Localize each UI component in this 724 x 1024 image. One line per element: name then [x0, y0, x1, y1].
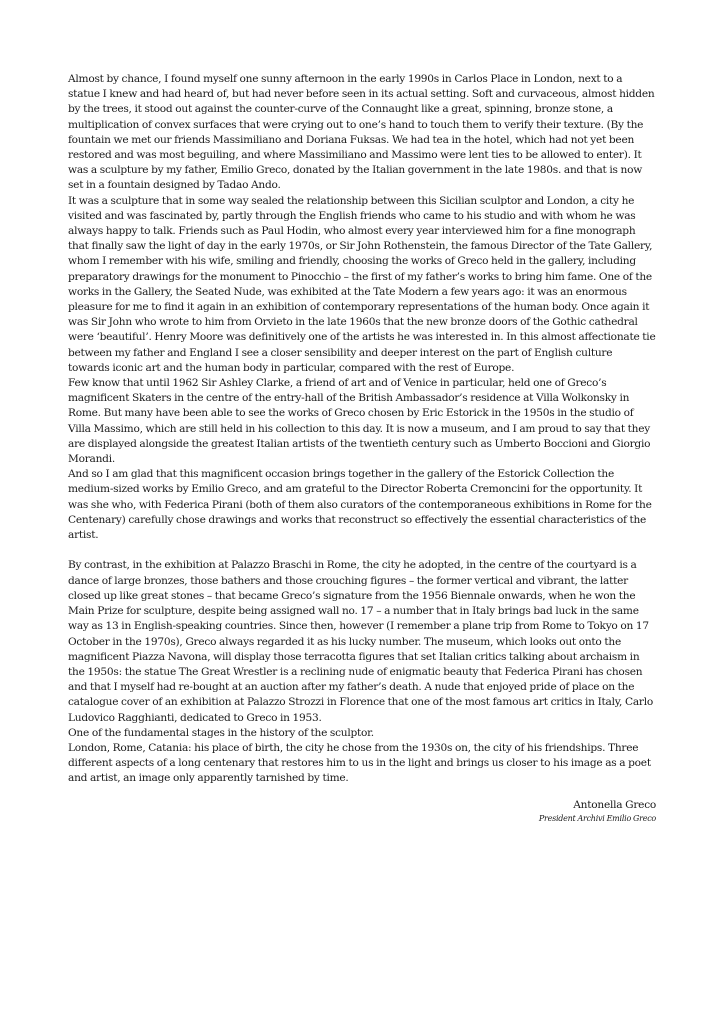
paragraph-1: Almost by chance, I found myself one sunny afternoon in the early 1990s in Carlos Place in London, next to a statue I knew and had heard of, but had never before seen in its actual setting. Soft and curvaceous, almost hidden by the trees, it stood out against the counter-curve of the Connaught like a great, spinning, bronze stone, a multiplication of convex surfaces that were crying out to one’s hand to touch them to verify their texture. (By the fountain we met our friends Massimiliano and Doriana Fuksas. We had tea in the hotel, which had not yet been restored and was most beguiling, and where Massimiliano and Massimo were lent ties to be allowed to enter). It was a sculpture by my father, Emilio Greco, donated by the Italian government in the late 1980s. and that is now set in a fountain designed by Tadao Ando. [68, 73, 655, 192]
paragraph-2: It was a sculpture that in some way sealed the relationship between this Sicilian sculptor and London, a city he visited and was fascinated by, partly through the English friends who came to his studio and with whom he was always happy to talk. Friends such as Paul Hodin, who almost every year interviewed him for a fine monograph that finally saw the light of day in the early 1970s, or Sir John Rothenstein, the famous Director of the Tate Gallery, whom I remember with his wife, smiling and friendly, choosing the works of Greco held in the gallery, including preparatory drawings for the monument to Pinocchio – the first of my father’s works to bring him fame. One of the works in the Gallery, the Seated Nude, was exhibited at the Tate Modern a few years ago: it was an enormous pleasure for me to find it again in an exhibition of contemporary representations of the human body. Once again it was Sir John who wrote to him from Orvieto in the late 1960s that the new bronze doors of the Gothic cathedral were ‘beautiful’. Henry Moore was definitively one of the artists he was interested in. In this almost affectionate tie between my father and England I see a closer sensibility and deeper interest on the part of English culture towards iconic art and the human body in particular, compared with the rest of Europe. [68, 194, 656, 374]
paragraph-3: Few know that until 1962 Sir Ashley Clarke, a friend of art and of Venice in particular, held one of Greco’s magnificent Skaters in the centre of the entry-hall of the British Ambassador’s residence at Villa Wolkonsky in Rome. But many have been able to see the works of Greco chosen by Eric Estorick in the 1950s in the studio of Villa Massimo, which are still held in his collection to this day. It is now a museum, and I am proud to say that they are displayed alongside the greatest Italian artists of the twentieth century such as Umberto Boccioni and Giorgio Morandi. [68, 377, 651, 466]
paragraph-gap [68, 543, 656, 558]
document-body [68, 72, 656, 825]
paragraph-5: By contrast, in the exhibition at Palazzo Braschi in Rome, the city he adopted, in the centre of the courtyard is a dance of large bronzes, those bathers and those crouching figures – the former vertical and vibrant, the latter closed up like great stones – that became Greco’s signature from the 1956 Biennale onwards, when he won the Main Prize for sculpture, despite being assigned wall no. 17 – a number that in Italy brings bad luck in the same way as 13 in English-speaking countries. Since then, however (I remember a plane trip from Rome to Tokyo on 17 October in the 1970s), Greco always regarded it as his lucky number. The museum, which looks out onto the magnificent Piazza Navona, will display those terracotta figures that set Italian critics talking about archaism in the 1950s: the statue The Great Wrestler is a reclining nude of enigmatic beauty that Federica Pirani has chosen and that I myself had re-bought at an auction after my father’s death. A nude that enjoyed pride of place on the catalogue cover of an exhibition at Palazzo Strozzi in Florence that one of the most famous art critics in Italy, Carlo Ludovico Ragghianti, dedicated to Greco in 1953. [68, 559, 653, 724]
paragraph-4: And so I am glad that this magnificent occasion brings together in the gallery of the Estorick Collection the medium-sized works by Emilio Greco, and am grateful to the Director Roberta Cremoncini for the opportunity. It was she who, with Federica Pirani (both of them also curators of the contemporaneous exhibitions in Rome for the Centenary) carefully chose drawings and works that reconstruct so effectively the essential characteristics of the artist. [68, 468, 652, 542]
paragraph-7: London, Rome, Catania: his place of birth, the city he chose from the 1930s on, the city of his friendships. Three different aspects of a long centenary that restores him to us in the light and brings us closer to his image as a poet and artist, an image only apparently tarnished by time. [68, 741, 651, 785]
author-role: President Archivi Emilio Greco [538, 813, 656, 823]
paragraph-6: One of the fundamental stages in the history of the sculptor. [68, 726, 374, 739]
signature-block [68, 798, 656, 825]
author-name: Antonella Greco [573, 798, 656, 811]
